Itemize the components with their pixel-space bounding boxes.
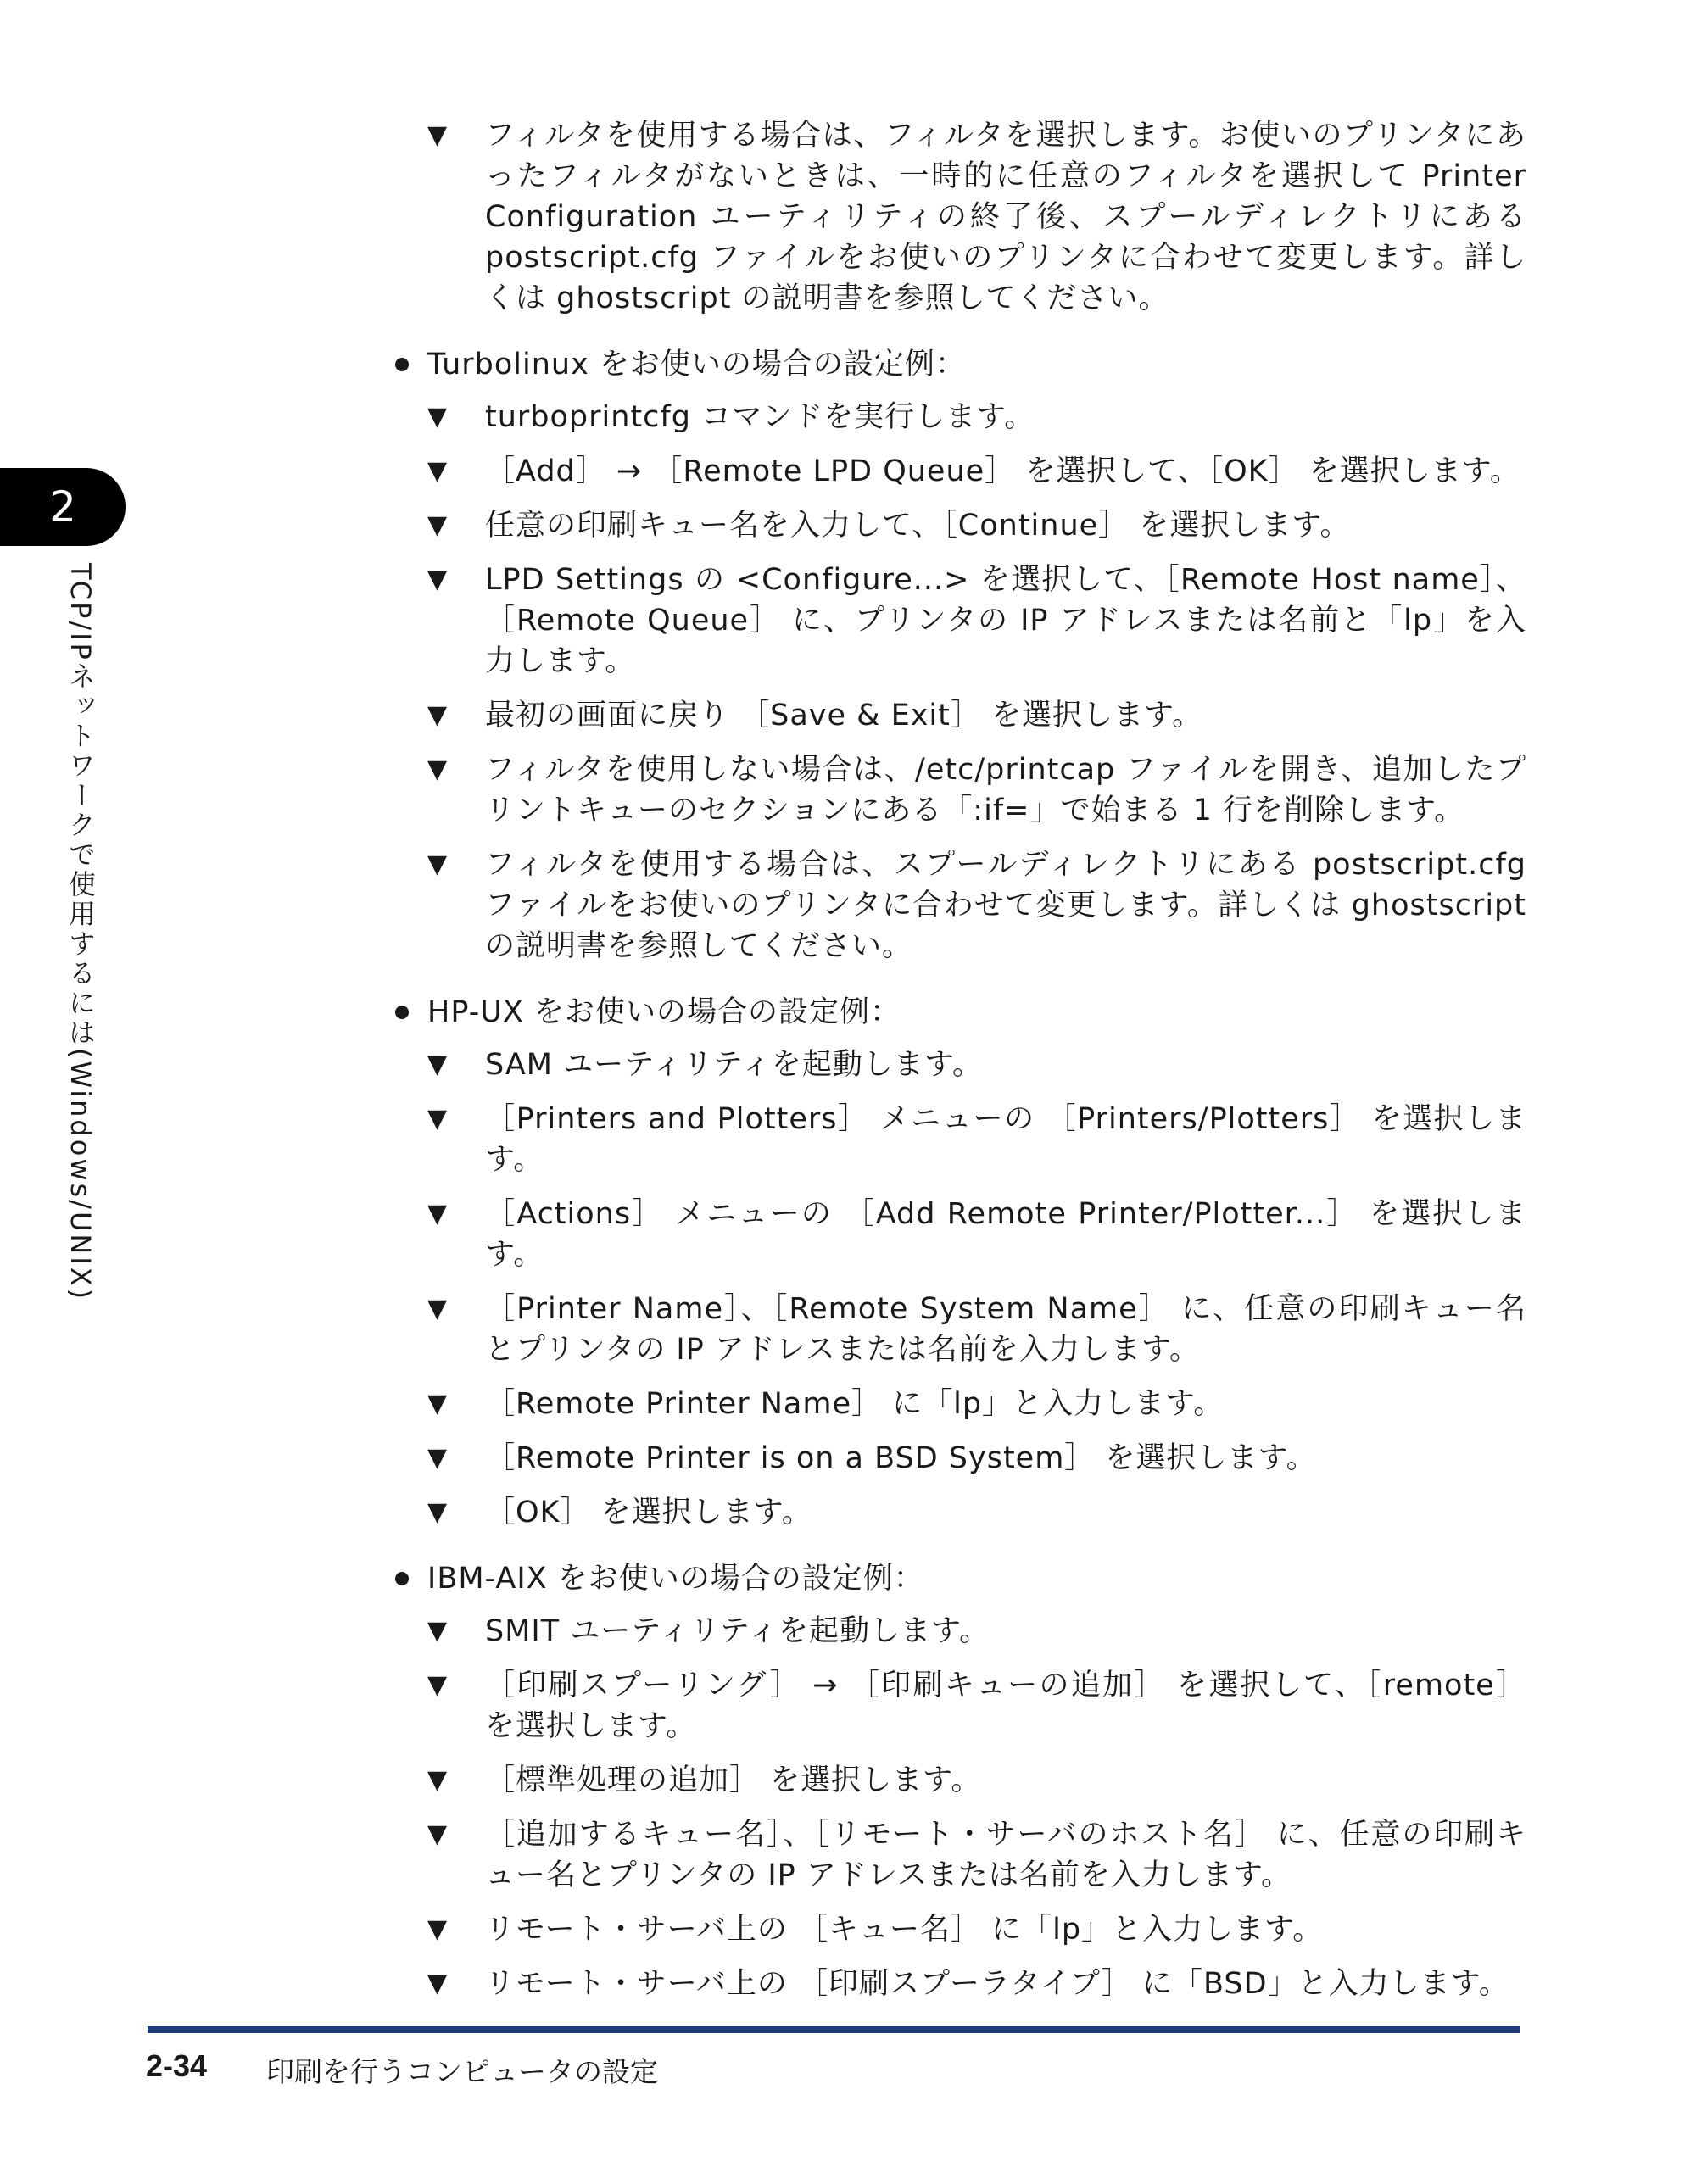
step-text: ［Printers and Plotters］ メニューの ［Printers/Plotters］ を選択します。: [485, 1102, 1526, 1177]
triangle-bullet-icon: ▼: [427, 1616, 449, 1646]
step-text: ［Printer Name］、［Remote System Name］ に、任意の印刷キュー名とプリンタの IP アドレスまたは名前を入力します。: [485, 1292, 1526, 1367]
chapter-title: TCP/IPネットワークで使用するには(Windows/UNIX): [64, 563, 97, 1302]
triangle-bullet-icon: ▼: [427, 850, 449, 879]
section-title-text: HP-UX をお使いの場合の設定例：: [427, 995, 901, 1029]
bullet-dot-icon: [395, 358, 409, 371]
section-title-text: IBM-AIX をお使いの場合の設定例：: [427, 1562, 924, 1596]
footer-rule: [148, 2026, 1520, 2033]
step-text: 最初の画面に戻り ［Save & Exit］ を選択します。: [485, 699, 1203, 733]
step-item: [390, 1665, 1526, 1747]
triangle-bullet-icon: ▼: [427, 1670, 449, 1700]
chapter-number: 2: [49, 482, 76, 532]
section-turbolinux: [390, 344, 1526, 967]
step-text: ［印刷スプーリング］ → ［印刷キューの追加］ を選択して、［remote］ を選択します。: [485, 1669, 1526, 1743]
step-item: [390, 1384, 1526, 1424]
triangle-bullet-icon: ▼: [427, 120, 449, 150]
step-text: ［Actions］ メニューの ［Add Remote Printer/Plotter...］ を選択します。: [485, 1197, 1526, 1272]
section-hpux: [390, 992, 1526, 1533]
triangle-bullet-icon: ▼: [427, 402, 449, 432]
footer-title: 印刷を行うコンピュータの設定: [266, 2055, 658, 2088]
step-text: ［Add］ → ［Remote LPD Queue］ を選択して、［OK］ を選択します。: [485, 454, 1520, 488]
step-item: [390, 1194, 1526, 1275]
intro-section: [390, 115, 1526, 319]
triangle-bullet-icon: ▼: [427, 1819, 449, 1849]
step-text: SMIT ユーティリティを起動します。: [485, 1614, 990, 1648]
step-text: ［Remote Printer is on a BSD System］ を選択します。: [485, 1441, 1317, 1475]
step-text: ［OK］ を選択します。: [485, 1496, 812, 1529]
section-title: [390, 992, 1526, 1033]
section-ibm-aix: [390, 1558, 1526, 2004]
step-text: 任意の印刷キュー名を入力して、［Continue］ を選択します。: [485, 509, 1351, 543]
step-text: ［追加するキュー名］、［リモート・サーバのホスト名］ に、任意の印刷キュー名とプリンタの IP アドレスまたは名前を入力します。: [485, 1818, 1526, 1892]
triangle-bullet-icon: ▼: [427, 1443, 449, 1473]
step-text: SAM ユーティリティを起動します。: [485, 1048, 984, 1082]
triangle-bullet-icon: ▼: [427, 1389, 449, 1418]
bullet-dot-icon: [395, 1572, 409, 1585]
step-text: turboprintcfg コマンドを実行します。: [485, 400, 1035, 434]
bullet-dot-icon: [395, 1006, 409, 1019]
section-title-text: Turbolinux をお使いの場合の設定例：: [427, 348, 966, 382]
step-item: [390, 1611, 1526, 1652]
step-text: フィルタを使用する場合は、スプールディレクトリにある postscript.cfg ファイルをお使いのプリンタに合わせて変更します。詳しくは ghostscript の説明書を参照してください。: [485, 848, 1526, 963]
step-item: [390, 1760, 1526, 1801]
step-item: [390, 560, 1526, 682]
triangle-bullet-icon: ▼: [427, 1765, 449, 1795]
triangle-bullet-icon: ▼: [427, 510, 449, 540]
step-item: [390, 451, 1526, 492]
step-item: [390, 115, 1526, 319]
triangle-bullet-icon: ▼: [427, 700, 449, 730]
step-text: ［Remote Printer Name］ に「lp」と入力します。: [485, 1387, 1225, 1421]
step-item: [390, 1289, 1526, 1370]
step-text: ［標準処理の追加］ を選択します。: [485, 1763, 982, 1797]
chapter-tab: [0, 468, 126, 546]
step-item: [390, 1045, 1526, 1085]
triangle-bullet-icon: ▼: [427, 456, 449, 486]
step-item: [390, 1814, 1526, 1896]
section-title: [390, 344, 1526, 385]
triangle-bullet-icon: ▼: [427, 1294, 449, 1323]
step-item: [390, 397, 1526, 437]
triangle-bullet-icon: ▼: [427, 565, 449, 594]
step-item: [390, 1909, 1526, 1950]
step-item: [390, 1438, 1526, 1479]
page-number: 2-34: [146, 2048, 208, 2083]
main-content: [390, 115, 1526, 2030]
step-item: [390, 1099, 1526, 1180]
step-item: [390, 749, 1526, 831]
step-item: [390, 1492, 1526, 1533]
triangle-bullet-icon: ▼: [427, 1969, 449, 1998]
step-text: フィルタを使用しない場合は、/etc/printcap ファイルを開き、追加したプリントキューのセクションにある「:if=」で始まる 1 行を削除します。: [485, 753, 1526, 827]
triangle-bullet-icon: ▼: [427, 1914, 449, 1944]
section-title: [390, 1558, 1526, 1599]
triangle-bullet-icon: ▼: [427, 755, 449, 784]
triangle-bullet-icon: ▼: [427, 1050, 449, 1079]
step-item: [390, 844, 1526, 967]
step-text: LPD Settings の <Configure...> を選択して、［Remote Host name］、［Remote Queue］ に、プリンタの IP アドレスまたは名前と「lp」を入力します。: [485, 563, 1526, 678]
step-item: [390, 695, 1526, 736]
triangle-bullet-icon: ▼: [427, 1497, 449, 1527]
step-text: フィルタを使用する場合は、フィルタを選択します。お使いのプリンタにあったフィルタがないときは、一時的に任意のフィルタを選択して Printer Configuration ユーティリティの終了後、スプールディレクトリにある postscript.cfg ファイルをお使いのプリンタに合わせて変更します。詳しくは ghostscript の説明書を参照してください。: [485, 119, 1526, 315]
triangle-bullet-icon: ▼: [427, 1199, 449, 1228]
step-item: [390, 505, 1526, 546]
step-text: リモート・サーバ上の ［印刷スプーラタイプ］ に「BSD」と入力します。: [485, 1967, 1509, 2001]
step-item: [390, 1964, 1526, 2004]
triangle-bullet-icon: ▼: [427, 1104, 449, 1134]
step-text: リモート・サーバ上の ［キュー名］ に「lp」と入力します。: [485, 1913, 1324, 1947]
